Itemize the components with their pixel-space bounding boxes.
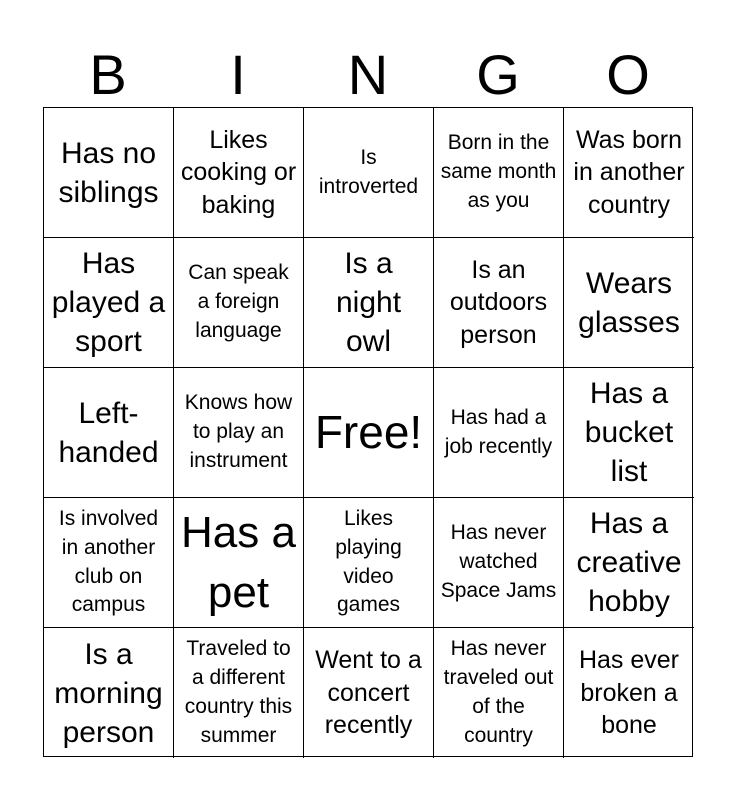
bingo-cell[interactable] — [304, 108, 434, 238]
bingo-cell-label: Is involved in another club on campus — [58, 506, 159, 617]
bingo-cell[interactable] — [564, 238, 694, 368]
header-letter-g: G — [476, 43, 520, 106]
bingo-cell[interactable] — [44, 498, 174, 628]
bingo-cell-label: Is a morning person — [54, 637, 163, 749]
bingo-cell[interactable] — [174, 368, 304, 498]
bingo-cell[interactable] — [174, 498, 304, 628]
bingo-cell[interactable] — [304, 628, 434, 758]
bingo-cell[interactable] — [304, 498, 434, 628]
bingo-cell-label: Likes playing video games — [335, 506, 402, 617]
bingo-cell[interactable] — [564, 628, 694, 758]
bingo-cell[interactable] — [434, 108, 564, 238]
bingo-cell-label: Has never watched Space Jams — [440, 521, 557, 602]
bingo-cell[interactable] — [564, 368, 694, 498]
bingo-cell[interactable] — [434, 628, 564, 758]
bingo-cell-label: Was born in another country — [573, 125, 685, 219]
bingo-cell[interactable] — [44, 108, 174, 238]
bingo-cell[interactable] — [434, 498, 564, 628]
bingo-cell[interactable] — [564, 498, 694, 628]
header-letter-b: B — [89, 43, 127, 106]
bingo-cell[interactable] — [434, 368, 564, 498]
bingo-cell[interactable] — [174, 108, 304, 238]
bingo-cell-label: Likes cooking or baking — [180, 125, 297, 219]
bingo-cell-label: Born in the same month as you — [440, 131, 557, 212]
bingo-cell-label: Is a night owl — [335, 247, 402, 358]
header-letter-o: O — [606, 43, 650, 106]
bingo-cell-label: Has a bucket list — [584, 377, 674, 488]
bingo-cell-label: Has never traveled out of the country — [443, 637, 554, 747]
bingo-cell-label: Free! — [314, 405, 423, 458]
bingo-cell-label: Can speak a foreign language — [188, 261, 289, 342]
bingo-cell-label: Is an outdoors person — [449, 255, 548, 349]
bingo-cell-label: Is introverted — [318, 145, 419, 198]
bingo-cell-label: Has played a sport — [51, 247, 166, 358]
bingo-cell[interactable] — [304, 238, 434, 368]
bingo-cell[interactable] — [44, 628, 174, 758]
bingo-cell-label: Has a pet — [181, 508, 296, 617]
bingo-cell[interactable] — [44, 238, 174, 368]
bingo-cell-label: Has had a job recently — [444, 405, 553, 458]
bingo-cell-label: Has a creative hobby — [576, 507, 682, 618]
header-letter-n: N — [347, 43, 389, 106]
bingo-cell-label: Knows how to play an instrument — [184, 391, 293, 472]
bingo-cell[interactable] — [174, 628, 304, 758]
bingo-cell[interactable] — [564, 108, 694, 238]
bingo-cell-label: Has no siblings — [58, 136, 159, 209]
bingo-cell-label: Traveled to a different country this summer — [184, 637, 293, 747]
bingo-cell-free[interactable] — [304, 368, 434, 498]
bingo-cell-label: Has ever broken a bone — [578, 646, 680, 740]
header-letter-i: I — [230, 43, 246, 106]
bingo-grid — [43, 107, 693, 757]
bingo-cell-label: Went to a concert recently — [315, 646, 422, 740]
bingo-cell[interactable] — [44, 368, 174, 498]
bingo-cell[interactable] — [174, 238, 304, 368]
bingo-cell-label: Wears glasses — [578, 266, 680, 339]
bingo-cell-label: Left-handed — [58, 396, 159, 469]
bingo-cell[interactable] — [434, 238, 564, 368]
